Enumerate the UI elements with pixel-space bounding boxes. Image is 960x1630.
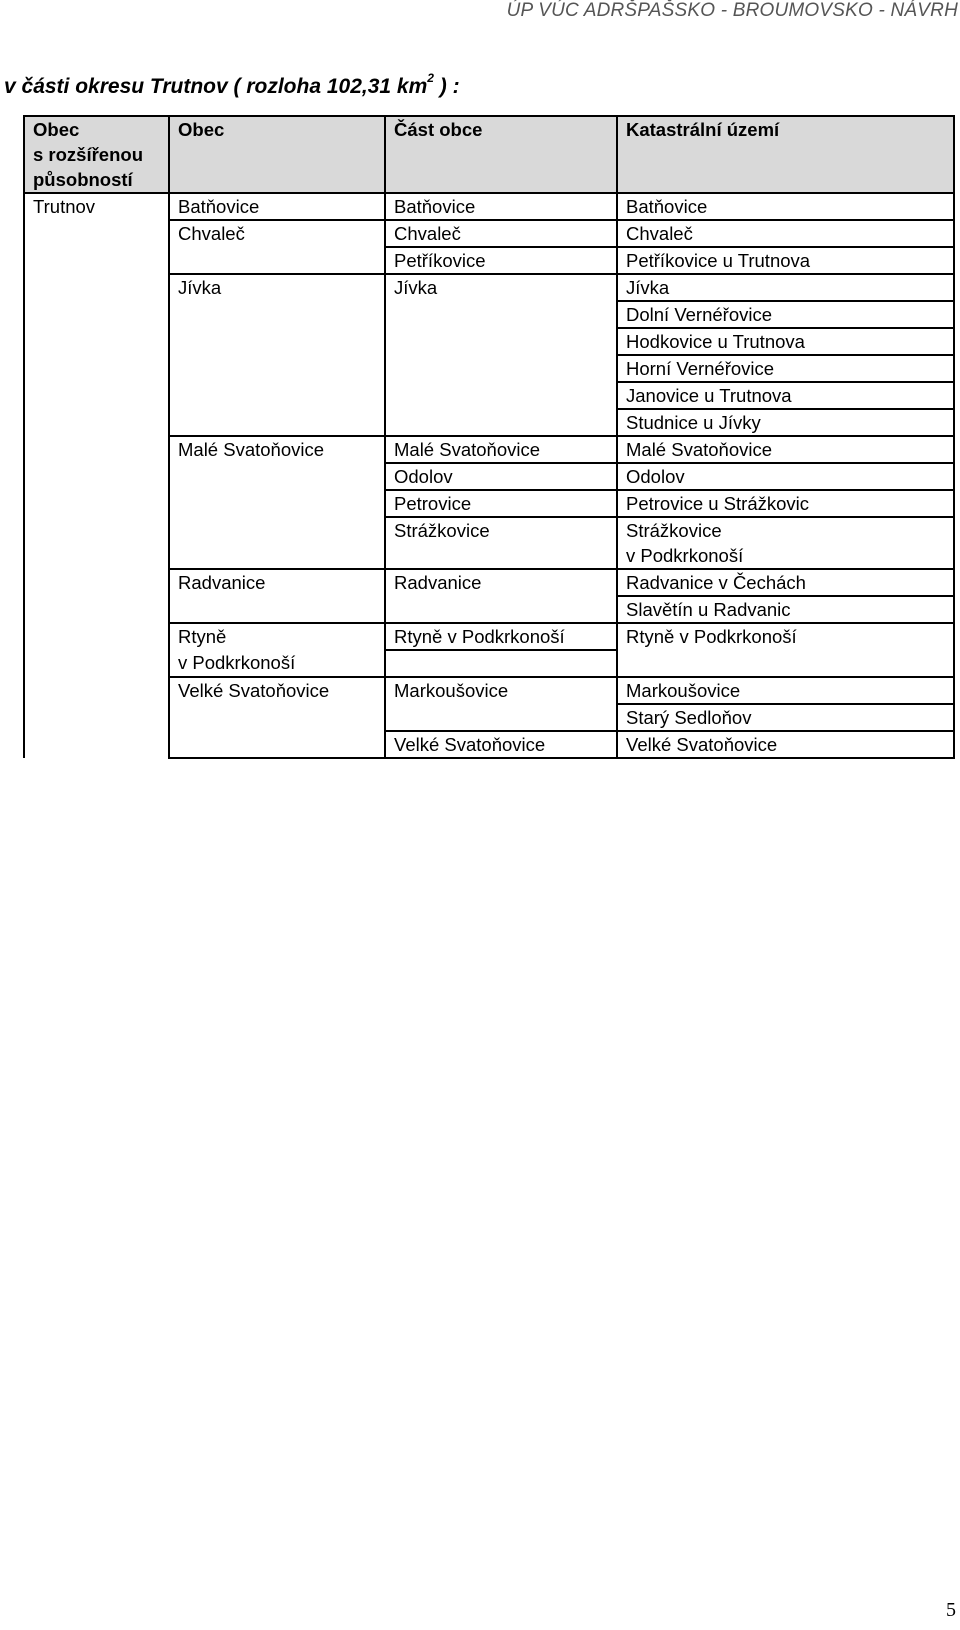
table-cell-c1 <box>24 247 169 274</box>
table-cell-c1 <box>24 731 169 758</box>
table-cell-c2: v Podkrkonoší <box>169 650 385 677</box>
table-cell-c3: Rtyně v Podkrkonoší <box>385 623 617 650</box>
table-cell-c4: Studnice u Jívky <box>617 409 954 436</box>
table-cell-c1 <box>24 220 169 247</box>
document-header: ÚP VÚC ADRŠPAŠSKO - BROUMOVSKO - NÁVRH <box>506 0 958 21</box>
table-cell-c2 <box>169 355 385 382</box>
table-cell-c3: Petrovice <box>385 490 617 517</box>
section-title-end: ) : <box>433 75 460 98</box>
table-row <box>24 409 954 436</box>
table-row <box>24 463 954 490</box>
table-row <box>24 623 954 650</box>
table-row <box>24 328 954 355</box>
table-cell-c1 <box>24 623 169 650</box>
table-header-row <box>24 116 954 193</box>
table-cell-c3: Strážkovice <box>385 517 617 543</box>
table-cell-c3: Velké Svatoňovice <box>385 731 617 758</box>
table-cell-c2 <box>169 596 385 623</box>
table-cell-c2 <box>169 490 385 517</box>
table-cell-c3 <box>385 355 617 382</box>
table-cell-c4: Velké Svatoňovice <box>617 731 954 758</box>
table-cell-c4: Petříkovice u Trutnova <box>617 247 954 274</box>
header-obec-ext-line2: s rozšířenou <box>33 144 143 165</box>
table-cell-c4: Batňovice <box>617 193 954 220</box>
table-cell-c3: Malé Svatoňovice <box>385 436 617 463</box>
header-obec-ext-line3: působností <box>33 169 133 190</box>
header-obec: Obec <box>169 116 385 193</box>
table-cell-c3 <box>385 650 617 677</box>
table-cell-c3 <box>385 409 617 436</box>
table-row <box>24 220 954 247</box>
table-cell-c2 <box>169 543 385 569</box>
table-row <box>24 490 954 517</box>
table-cell-c4: Jívka <box>617 274 954 301</box>
table-cell-c2 <box>169 517 385 543</box>
table-cell-c2: Velké Svatoňovice <box>169 677 385 704</box>
table-cell-c2: Radvanice <box>169 569 385 596</box>
table-cell-c3: Jívka <box>385 274 617 301</box>
table-cell-c4: Starý Sedloňov <box>617 704 954 731</box>
table-row <box>24 704 954 731</box>
table-cell-c3: Radvanice <box>385 569 617 596</box>
table-cell-c1 <box>24 704 169 731</box>
table-cell-c4: Rtyně v Podkrkonoší <box>617 623 954 650</box>
table-cell-c3: Petříkovice <box>385 247 617 274</box>
table-row <box>24 301 954 328</box>
table-row <box>24 247 954 274</box>
table-cell-c2 <box>169 382 385 409</box>
table-row <box>24 382 954 409</box>
table-cell-c2 <box>169 731 385 758</box>
table-cell-c3: Chvaleč <box>385 220 617 247</box>
table-row <box>24 650 954 677</box>
table-cell-c2 <box>169 247 385 274</box>
table-cell-c2 <box>169 704 385 731</box>
header-obec-ext-line1: Obec <box>33 119 80 140</box>
table-cell-c3 <box>385 382 617 409</box>
header-obec-ext <box>24 116 169 193</box>
table-row <box>24 596 954 623</box>
table-cell-c1 <box>24 517 169 543</box>
table-cell-c4: Hodkovice u Trutnova <box>617 328 954 355</box>
table-cell-c2 <box>169 463 385 490</box>
table-cell-c2 <box>169 328 385 355</box>
page-number: 5 <box>946 1599 956 1621</box>
table-cell-c1 <box>24 463 169 490</box>
table-cell-c3: Markoušovice <box>385 677 617 704</box>
table-cell-c4: Odolov <box>617 463 954 490</box>
table-cell-c1 <box>24 677 169 704</box>
table-cell-c4: Markoušovice <box>617 677 954 704</box>
table-cell-c1 <box>24 355 169 382</box>
table-cell-c1 <box>24 328 169 355</box>
table-cell-c4: Malé Svatoňovice <box>617 436 954 463</box>
table-cell-c2 <box>169 409 385 436</box>
table-cell-c2: Jívka <box>169 274 385 301</box>
table-row <box>24 731 954 758</box>
table-cell-c2: Batňovice <box>169 193 385 220</box>
table-cell-c4: Petrovice u Strážkovic <box>617 490 954 517</box>
table-cell-c1 <box>24 409 169 436</box>
table-row <box>24 274 954 301</box>
table-cell-c1 <box>24 274 169 301</box>
table-cell-c4: v Podkrkonoší <box>617 543 954 569</box>
section-title-text: v části okresu Trutnov ( rozloha 102,31 km <box>4 75 428 98</box>
table-cell-c1 <box>24 382 169 409</box>
table-cell-c3: Odolov <box>385 463 617 490</box>
table-cell-c1 <box>24 543 169 569</box>
table-cell-c4: Horní Vernéřovice <box>617 355 954 382</box>
table-row <box>24 543 954 569</box>
table-cell-c1 <box>24 436 169 463</box>
section-title-superscript: 2 <box>427 71 434 85</box>
header-cast-obce: Část obce <box>385 116 617 193</box>
table-cell-c1 <box>24 490 169 517</box>
table-row <box>24 355 954 382</box>
table-cell-c2 <box>169 301 385 328</box>
table-cell-c1 <box>24 650 169 677</box>
table-row <box>24 569 954 596</box>
table-row <box>24 436 954 463</box>
table-cell-c4: Chvaleč <box>617 220 954 247</box>
table-row <box>24 517 954 543</box>
table-cell-c4 <box>617 650 954 677</box>
table-cell-c2: Chvaleč <box>169 220 385 247</box>
table-cell-c4: Strážkovice <box>617 517 954 543</box>
table-cell-c4: Janovice u Trutnova <box>617 382 954 409</box>
header-katastralni-uzemi: Katastrální území <box>617 116 954 193</box>
table-row <box>24 677 954 704</box>
municipality-table <box>23 115 955 759</box>
table-row <box>24 193 954 220</box>
table-cell-c4: Dolní Vernéřovice <box>617 301 954 328</box>
table-cell-c4: Slavětín u Radvanic <box>617 596 954 623</box>
table-cell-c3: Batňovice <box>385 193 617 220</box>
table-cell-c2: Rtyně <box>169 623 385 650</box>
table-cell-c3 <box>385 301 617 328</box>
table-cell-c3 <box>385 704 617 731</box>
table-cell-c1 <box>24 301 169 328</box>
table-cell-c4: Radvanice v Čechách <box>617 569 954 596</box>
section-title <box>4 71 460 99</box>
table-cell-c1 <box>24 569 169 596</box>
table-cell-c3 <box>385 543 617 569</box>
table-cell-c2: Malé Svatoňovice <box>169 436 385 463</box>
table-cell-c1 <box>24 596 169 623</box>
table-cell-c3 <box>385 596 617 623</box>
table-cell-c1: Trutnov <box>24 193 169 220</box>
table-cell-c3 <box>385 328 617 355</box>
